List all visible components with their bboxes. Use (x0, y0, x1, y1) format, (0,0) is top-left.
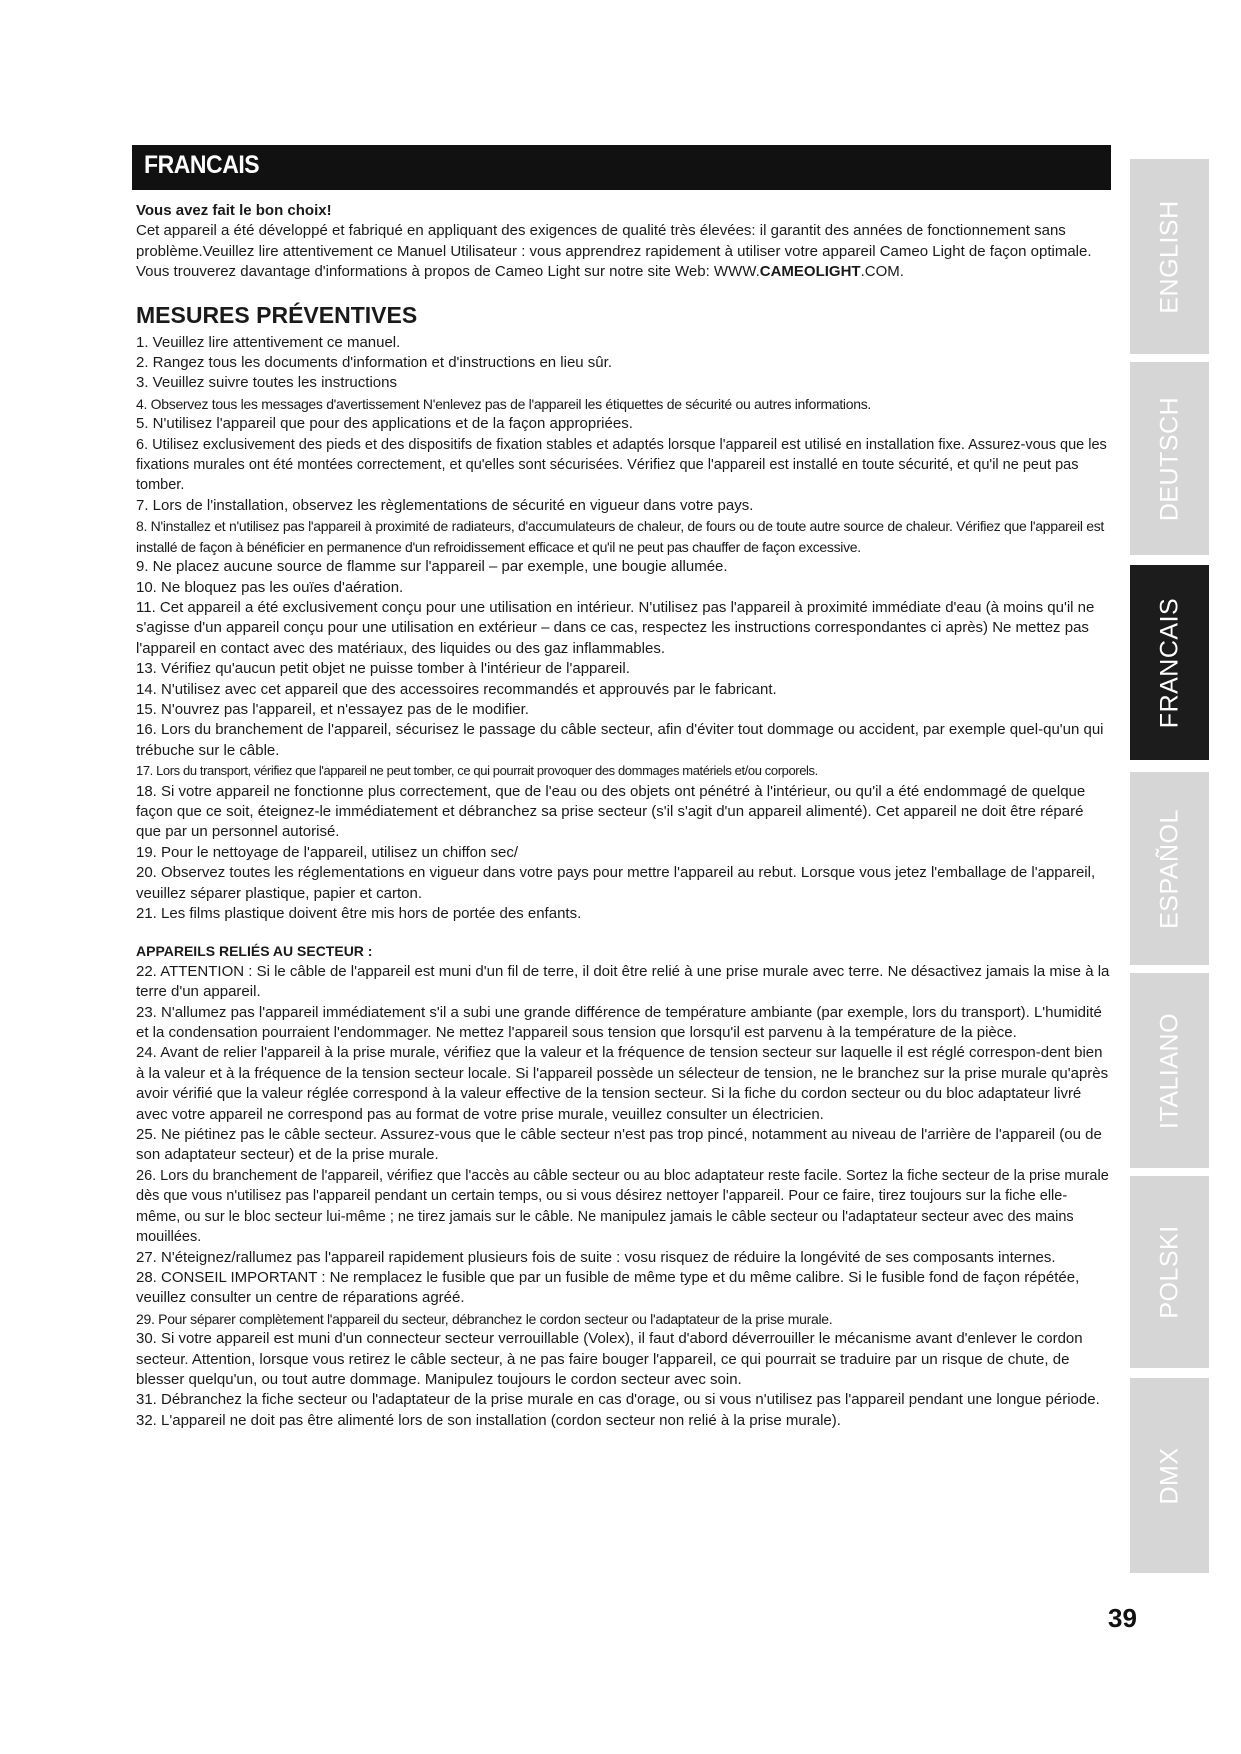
sidebar-tab-espanol[interactable] (1130, 772, 1209, 965)
list-item: 28. CONSEIL IMPORTANT : Ne remplacez le fusible que par un fusible de même type et du même calibre. Si le fusible fond de façon répétée, veuillez consulter un centre de réparations agréé. (136, 1268, 1080, 1307)
sidebar-tab-italiano[interactable] (1130, 973, 1209, 1168)
sidebar-tab-label: POLSKI (1155, 1225, 1183, 1319)
list-item: 17. Lors du transport, vérifiez que l'appareil ne peut tomber, ce qui pourrait provoquer des dommages matériels et/ou corporels. (136, 763, 818, 779)
preventive-heading: MESURES PRÉVENTIVES (136, 301, 418, 328)
list-item: 7. Lors de l'installation, observez les règlementations de sécurité en vigueur dans votre pays. (136, 496, 754, 514)
brand-name: CAMEOLIGHT (759, 263, 861, 281)
list-item: 30. Si votre appareil est muni d'un connecteur secteur verrouillable (Volex), il faut d'abord déverrouiller le mécanisme avant d'enlever le cordon secteur. Attention, lorsque vous retirez le câble secteur, à ne pas faire bouger l'appareil, ce qui pourrait se traduire par un risque de chute, de blesser quelqu'un, ou tout autre dommage. Manipulez toujours le cordon secteur avec soin. (136, 1330, 1083, 1388)
content-body (136, 201, 1111, 1431)
list-item: 13. Vérifiez qu'aucun petit objet ne puisse tomber à l'intérieur de l'appareil. (136, 660, 630, 678)
sidebar-tab-label: FRANCAIS (1155, 597, 1183, 728)
list-item: 10. Ne bloquez pas les ouïes d'aération. (136, 578, 404, 596)
sidebar-tab-label: ENGLISH (1155, 199, 1183, 314)
list-item: 22. ATTENTION : Si le câble de l'appareil est muni d'un fil de terre, il doit être relié à une prise murale avec terre. Ne désactivez jamais la mise à la terre d'un appareil. (136, 962, 1110, 1001)
list-item: 3. Veuillez suivre toutes les instructions (136, 374, 397, 392)
list-item: 9. Ne placez aucune source de flamme sur l'appareil – par exemple, une bougie allumée. (136, 558, 728, 576)
list-item: 26. Lors du branchement de l'appareil, vérifiez que l'accès au câble secteur ou au bloc adaptateur reste facile. Sortez la fiche secteur de la prise murale dès que vous n'utilisez pas l'appareil pendant un certain temps, ou si vous désirez nettoyer l'appareil. Pour ce faire, tirez toujours sur la fiche elle-même, ou sur le bloc secteur lui-même ; ne tirez jamais sur le câble. Ne manipulez jamais le câble secteur ou l'adaptateur secteur avec des mains mouillées. (136, 1167, 1109, 1246)
intro-paragraph (136, 221, 1111, 282)
intro-text: Cet appareil a été développé et fabriqué en appliquant des exigences de qualité très élevées: il garantit des années de fonctionnement sans problème.Veuillez lire attentivement ce Manuel Utilisateur : vous apprendrez rapidement à utiliser votre appareil Cameo Light de façon optimale. Vous trouverez davantage d'informations à propos de Cameo Light sur notre site Web: WWW. (136, 222, 1092, 281)
sidebar-tab-english[interactable] (1130, 159, 1209, 354)
sidebar-tab-label: DEUTSCH (1155, 396, 1183, 521)
list-item: 6. Utilisez exclusivement des pieds et des dispositifs de fixation stables et adaptés lorsque l'appareil est utilisé en installation fixe. Assurez-vous que les fixations murales ont été montées correctement, et qu'elles sont sécurisées. Vérifiez que l'appareil est installé en toute sécurité, et qu'il ne peut pas tomber. (136, 436, 1107, 494)
list-item: 11. Cet appareil a été exclusivement conçu pour une utilisation en intérieur. N'utilisez pas l'appareil à proximité immédiate d'eau (à moins qu'il ne s'agisse d'un appareil conçu pour une utilisation en extérieur – dans ce cas, respectez les instructions correspondantes ci après) Ne mettez pas l'appareil en contact avec des matériaux, des liquides ou des gaz inflammables. (136, 598, 1095, 657)
sidebar-tab-francais[interactable] (1130, 565, 1209, 760)
list-item: 32. L'appareil ne doit pas être alimenté lors de son installation (cordon secteur non relié à la prise murale). (136, 1411, 841, 1429)
section-header-bar (132, 145, 1111, 190)
list-item: 25. Ne piétinez pas le câble secteur. Assurez-vous que le câble secteur n'est pas trop pincé, notamment au niveau de l'arrière de l'appareil (ou de son adaptateur secteur) et de la prise murale. (136, 1126, 1102, 1164)
intro-suffix: .COM. (860, 263, 904, 281)
list-item: 14. N'utilisez avec cet appareil que des accessoires recommandés et approuvés par le fabricant. (136, 680, 777, 698)
list-item: 23. N'allumez pas l'appareil immédiatement s'il a subi une grande différence de température ambiante (par exemple, lors du transport). L'humidité et la condensation pourraient l'endommager. Ne mettez l'appareil sous tension que lorsqu'il est parvenu à la température de la pièce. (136, 1003, 1102, 1042)
list-item: 8. N'installez et n'utilisez pas l'appareil à proximité de radiateurs, d'accumulateurs de chaleur, de fours ou de toute autre source de chaleur. Vérifiez que l'appareil est installé de façon à bénéficier en permanence d'un refroidissement efficace et qu'il ne peut pas chauffer de façon excessive. (136, 518, 1105, 555)
list-item: 24. Avant de relier l'appareil à la prise murale, vérifiez que la valeur et la fréquence de tension secteur sur laquelle il est réglé correspon-dent bien à la valeur et à la fréquence de la tension secteur locale. Si l'appareil possède un sélecteur de tension, ne le branchez sur la prise murale qu'après avoir vérifié que la valeur réglée correspond à la valeur effective de la tension secteur. Si la fiche du cordon secteur ou du bloc adaptateur livré avec votre appareil ne correspond pas au format de votre prise murale, veuillez consulter un électricien. (136, 1044, 1109, 1123)
list-item: 18. Si votre appareil ne fonctionne plus correctement, que de l'eau ou des objets ont pénétré à l'intérieur, ou qu'il a été endommagé de quelque façon que ce soit, éteignez-le immédiatement et débranchez sa prise secteur (s'il s'agit d'un appareil alimenté). Cet appareil ne doit être réparé que par un personnel autorisé. (136, 782, 1086, 841)
list-item: 29. Pour séparer complètement l'appareil du secteur, débranchez le cordon secteur ou l'adaptateur de la prise murale. (136, 1310, 833, 1327)
sidebar-tab-polski[interactable] (1130, 1176, 1209, 1368)
list-item: 27. N'éteignez/rallumez pas l'appareil rapidement plusieurs fois de suite : vosu risquez de réduire la longévité de ses composants internes. (136, 1248, 1056, 1266)
mains-heading: APPAREILS RELIÉS AU SECTEUR : (136, 943, 373, 960)
section-title: FRANCAIS (144, 151, 260, 179)
sidebar-tab-dmx[interactable] (1130, 1378, 1209, 1573)
list-item: 16. Lors du branchement de l'appareil, sécurisez le passage du câble secteur, afin d'éviter tout dommage ou accident, par exemple quel-qu'un qui trébuche sur le câble. (136, 721, 1104, 759)
list-item: 4. Observez tous les messages d'avertissement N'enlevez pas de l'appareil les étiquettes de sécurité ou autres informations. (136, 395, 871, 412)
list-item: 20. Observez toutes les réglementations en vigueur dans votre pays pour mettre l'appareil au rebut. Lorsque vous jetez l'emballage de l'appareil, veuillez séparer plastique, papier et carton. (136, 864, 1096, 902)
list-item: 2. Rangez tous les documents d'information et d'instructions en lieu sûr. (136, 354, 612, 372)
list-item: 21. Les films plastique doivent être mis hors de portée des enfants. (136, 905, 582, 922)
list-item: 19. Pour le nettoyage de l'appareil, utilisez un chiffon sec/ (136, 843, 518, 861)
list-item: 31. Débranchez la fiche secteur ou l'adaptateur de la prise murale en cas d'orage, ou si vous n'utilisez pas l'appareil pendant une longue période. (136, 1391, 1100, 1409)
sidebar-tab-label: ITALIANO (1155, 1012, 1183, 1129)
list-item: 1. Veuillez lire attentivement ce manuel. (136, 333, 401, 351)
page-number: 39 (1108, 1603, 1137, 1633)
sidebar-tab-deutsch[interactable] (1130, 362, 1209, 555)
sidebar-tab-label: DMX (1155, 1446, 1183, 1505)
list-item: 15. N'ouvrez pas l'appareil, et n'essayez pas de le modifier. (136, 700, 529, 718)
list-item: 5. N'utilisez l'appareil que pour des applications et de la façon appropriées. (136, 415, 633, 433)
sidebar-tab-label: ESPAÑOL (1155, 808, 1183, 929)
intro-heading: Vous avez fait le bon choix! (136, 202, 332, 219)
